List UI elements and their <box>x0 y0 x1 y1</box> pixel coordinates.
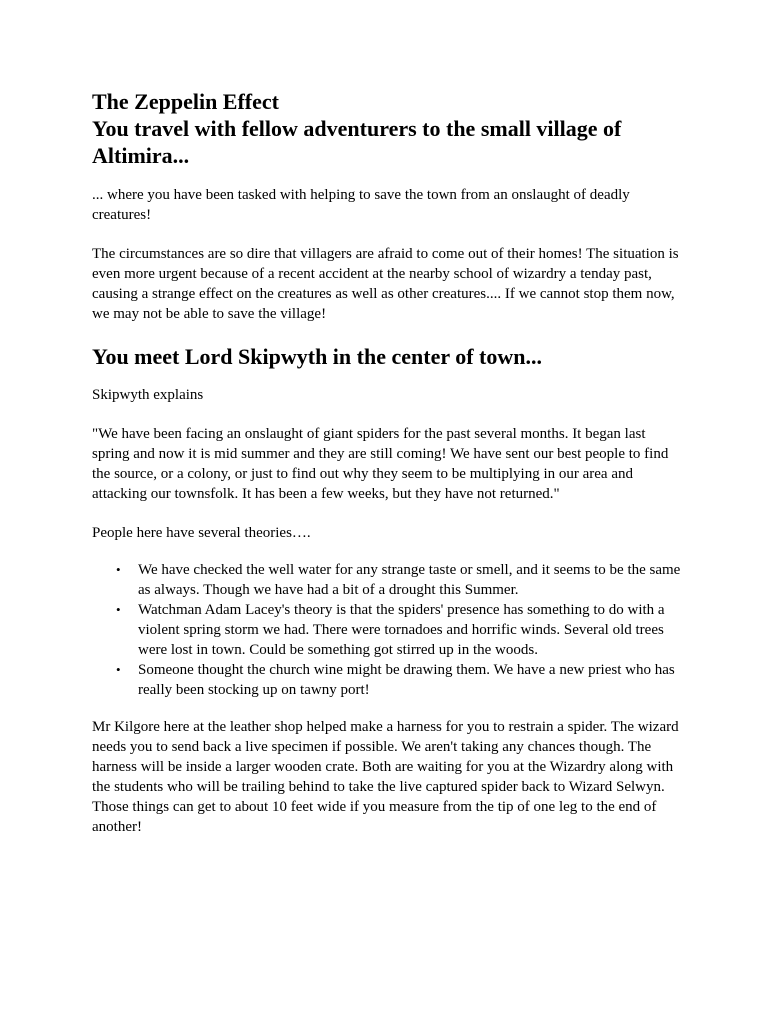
document-title: The Zeppelin Effect <box>92 89 279 114</box>
circumstances-paragraph: The circumstances are so dire that villagers are afraid to come out of their homes! The situation is even more urgent because of a recent accident at the nearby school of wizardry a tenday past, causing a strange effect on the creatures as well as other creatures.... If we cannot stop them now, we may not be able to save the village! <box>92 246 679 322</box>
document-subtitle: You travel with fellow adventurers to the small village of Altimira... <box>92 116 622 168</box>
list-item-text: We have checked the well water for any strange taste or smell, and it seems to be the same as always. Though we have had a bit of a drought this Summer. <box>138 562 681 598</box>
list-item <box>116 660 682 700</box>
intro-paragraph: ... where you have been tasked with helping to save the town from an onslaught of deadly creatures! <box>92 187 630 223</box>
kilgore-paragraph: Mr Kilgore here at the leather shop helped make a harness for you to restrain a spider. The wizard needs you to send back a live specimen if possible. We aren't taking any chances though. The harness will be inside a larger wooden crate. Both are waiting for you at the Wizardry along with the students who will be trailing behind to take the live captured spider back to Wizard Selwyn. Those things can get to about 10 feet wide if you measure from the tip of one leg to the end of another! <box>92 719 679 835</box>
document-page <box>92 88 682 856</box>
theories-intro: People here have several theories…. <box>92 525 311 541</box>
list-item-text: Watchman Adam Lacey's theory is that the spiders' presence has something to do with a violent spring storm we had. There were tornadoes and horrific winds. Several old trees were lost in town. Could be something got stirred up in the woods. <box>138 602 665 658</box>
list-item <box>116 600 682 660</box>
list-item <box>116 560 682 600</box>
list-item-text: Someone thought the church wine might be drawing them. We have a new priest who has really been stocking up on tawny port! <box>138 662 675 698</box>
bullet-icon: • <box>116 602 121 617</box>
bullet-icon: • <box>116 662 121 677</box>
theories-list <box>92 560 682 700</box>
bullet-icon: • <box>116 562 121 577</box>
skipwyth-quote: "We have been facing an onslaught of giant spiders for the past several months. It began last spring and now it is mid summer and they are still coming! We have sent our best people to find the source, or a colony, or just to find out why they seem to be multiplying in our area and attacking our townsfolk. It has been a few weeks, but they have not returned." <box>92 426 669 502</box>
section-heading: You meet Lord Skipwyth in the center of town... <box>92 344 542 369</box>
skipwyth-intro: Skipwyth explains <box>92 387 204 403</box>
